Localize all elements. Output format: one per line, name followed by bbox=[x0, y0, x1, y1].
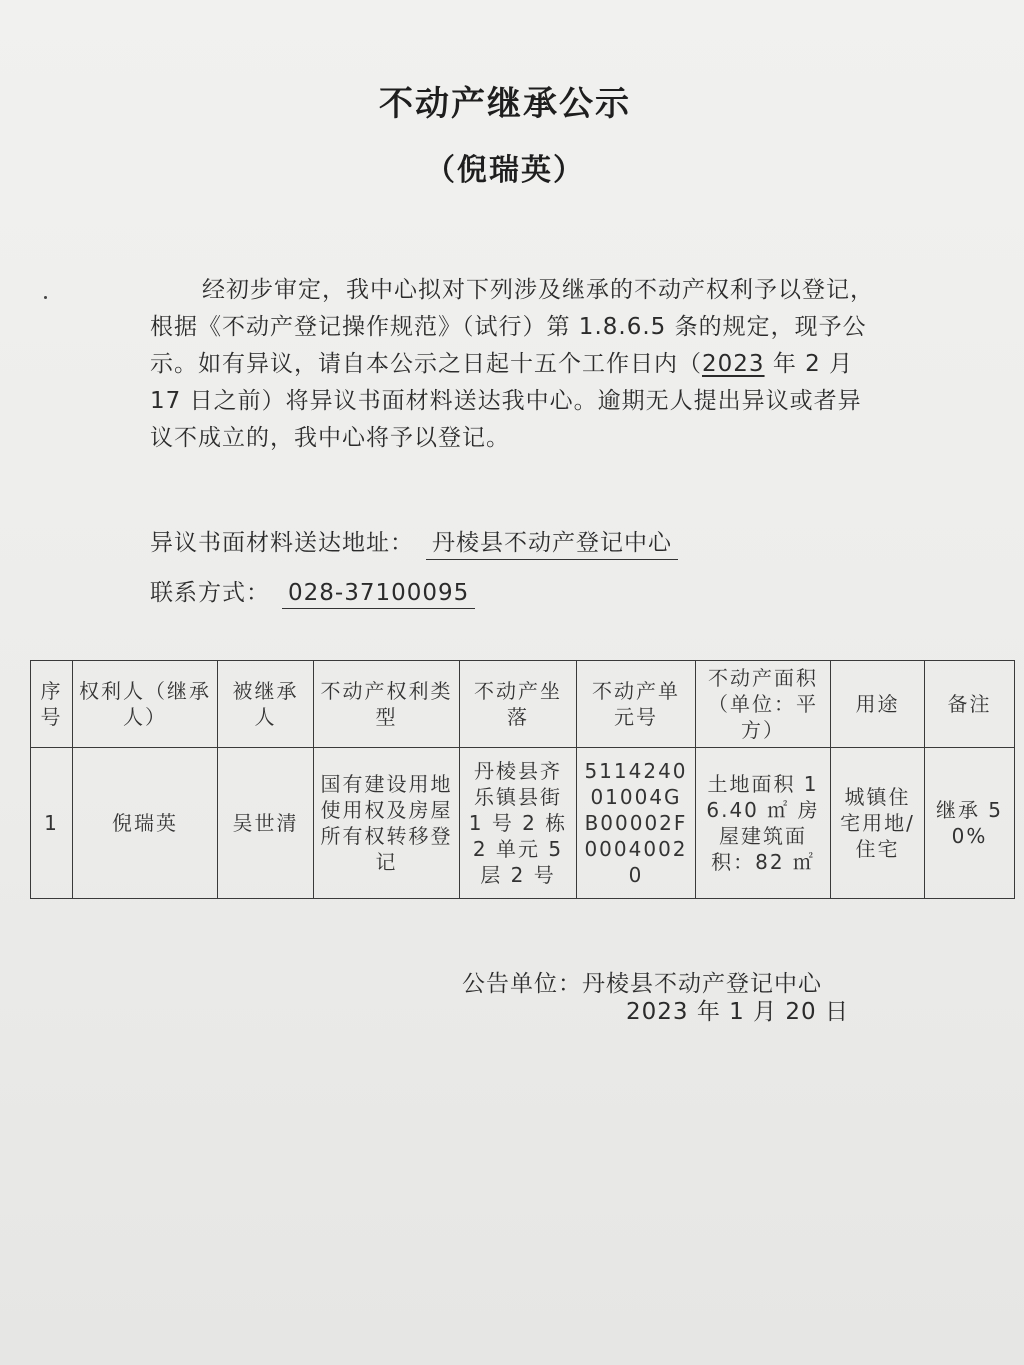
header-cell-location: 不动产坐落 bbox=[460, 661, 577, 748]
contact-value: 028-37100095 bbox=[282, 580, 475, 609]
cell-area: 土地面积 16.40 ㎡ 房屋建筑面积：82 ㎡ bbox=[696, 748, 831, 899]
cell-decedent: 吴世清 bbox=[218, 748, 314, 899]
header-cell-usage: 用途 bbox=[831, 661, 925, 748]
cell-usage: 城镇住宅用地/住宅 bbox=[831, 748, 925, 899]
notice-paragraph bbox=[150, 272, 880, 457]
header-cell-area: 不动产面积（单位：平方） bbox=[696, 661, 831, 748]
address-line bbox=[150, 524, 678, 560]
notice-text-part2: 年 2 月 17 日之前）将异议书面材料送达我中心。逾期无人提出异议或者异议不成立的，我中心将予以登记。 bbox=[150, 351, 862, 451]
header-cell-right-type: 不动产权利类型 bbox=[314, 661, 460, 748]
contact-label: 联系方式： bbox=[150, 580, 270, 606]
notice-text-part1: 经初步审定，我中心拟对下列涉及继承的不动产权利予以登记，根据《不动产登记操作规范》（试行）第 1.8.6.5 条的规定，现予公示。如有异议，请自本公示之日起十五个工作日内（ bbox=[150, 277, 874, 377]
page-subtitle: （倪瑞英） bbox=[425, 153, 585, 188]
cell-right-type: 国有建设用地使用权及房屋所有权转移登记 bbox=[314, 748, 460, 899]
header-cell-decedent: 被继承人 bbox=[218, 661, 314, 748]
cell-remarks: 继承 50% bbox=[925, 748, 1015, 899]
cell-location: 丹棱县齐乐镇县街 1 号 2 栋 2 单元 5 层 2 号 bbox=[460, 748, 577, 899]
signature-date: 2023 年 1 月 20 日 bbox=[626, 999, 849, 1025]
cell-rightholder: 倪瑞英 bbox=[73, 748, 218, 899]
header-cell-remarks: 备注 bbox=[925, 661, 1015, 748]
table-row bbox=[31, 748, 1015, 899]
header-cell-rightholder: 权利人（继承人） bbox=[73, 661, 218, 748]
page-title: 不动产继承公示 bbox=[379, 84, 631, 124]
address-label: 异议书面材料送达地址： bbox=[150, 530, 414, 556]
signature-unit: 公告单位：丹棱县不动产登记中心 bbox=[462, 971, 822, 997]
paper-speck bbox=[44, 296, 47, 299]
notice-year: 2023 bbox=[702, 351, 765, 377]
address-value: 丹棱县不动产登记中心 bbox=[426, 524, 678, 560]
contact-line bbox=[150, 574, 475, 609]
cell-index: 1 bbox=[31, 748, 73, 899]
records-table bbox=[30, 660, 1015, 899]
header-cell-unit-number: 不动产单元号 bbox=[577, 661, 696, 748]
cell-unit-number: 511424001004GB00002F00040020 bbox=[577, 748, 696, 899]
header-cell-index: 序号 bbox=[31, 661, 73, 748]
table-header-row bbox=[31, 661, 1015, 748]
